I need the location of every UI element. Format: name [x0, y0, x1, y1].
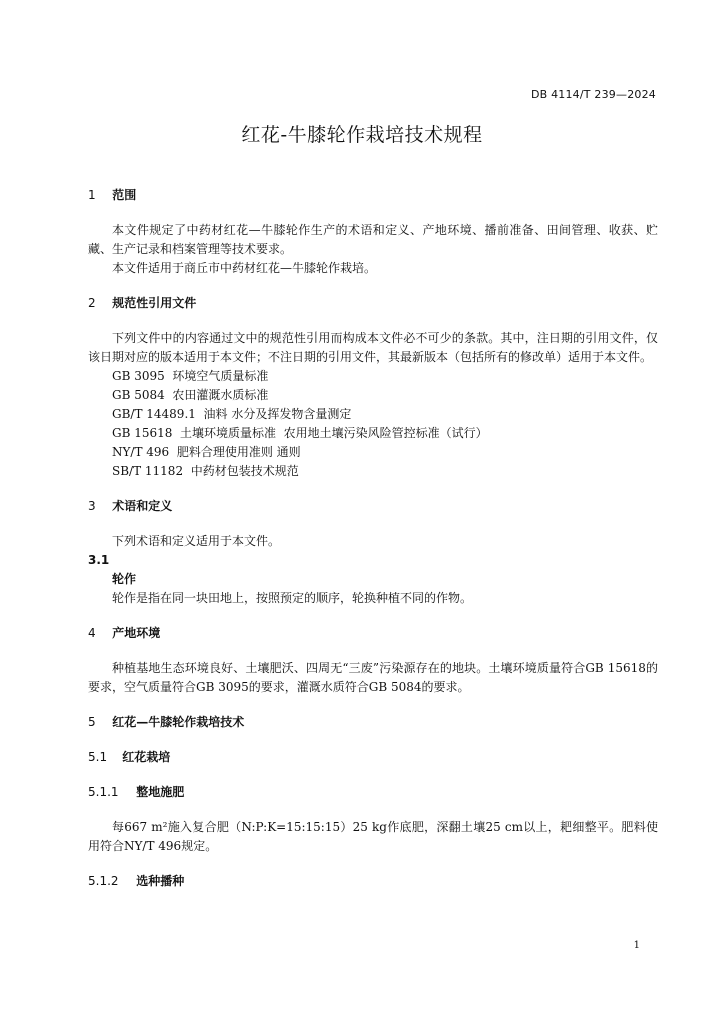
reference-item: GB/T 14489.1 油料 水分及挥发物含量测定 — [112, 407, 352, 421]
section-title: 规范性引用文件 — [112, 296, 197, 310]
section-heading-1 — [88, 186, 658, 205]
reference-item: GB 3095 环境空气质量标准 — [112, 369, 269, 383]
term-definition: 轮作是指在同一块田地上，按照预定的顺序，轮换种植不同的作物。 — [112, 591, 473, 605]
page-number: 1 — [633, 940, 640, 951]
paragraph: 本文件规定了中药材红花—牛膝轮作生产的术语和定义、产地环境、播前准备、田间管理、收获、贮藏、生产记录和档案管理等技术要求。 — [88, 223, 658, 256]
section-number: 5 — [88, 715, 96, 729]
section-number: 2 — [88, 296, 96, 310]
subsection-heading-5-1 — [88, 748, 658, 767]
section-title: 整地施肥 — [136, 785, 185, 799]
document-body — [88, 186, 658, 891]
section-title: 范围 — [112, 188, 137, 202]
section-number: 5.1 — [88, 750, 108, 764]
section-title: 红花栽培 — [122, 750, 171, 764]
standard-code: DB 4114/T 239—2024 — [530, 88, 656, 101]
section-title: 术语和定义 — [112, 499, 173, 513]
section-title: 产地环境 — [112, 626, 161, 640]
section-heading-3 — [88, 497, 658, 516]
term-name: 轮作 — [112, 572, 137, 586]
section-number: 1 — [88, 188, 96, 202]
term-number: 3.1 — [88, 553, 110, 567]
section-number: 3 — [88, 499, 96, 513]
paragraph: 下列术语和定义适用于本文件。 — [112, 534, 281, 548]
section-heading-5 — [88, 713, 658, 732]
section-heading-4 — [88, 624, 658, 643]
reference-item: NY/T 496 肥料合理使用准则 通则 — [112, 445, 301, 459]
section-title: 红花—牛膝轮作栽培技术 — [112, 715, 245, 729]
paragraph: 每667 m²施入复合肥（N:P:K=15:15:15）25 kg作底肥，深翻土壤25 cm以上，耙细整平。肥料使用符合NY/T 496规定。 — [88, 820, 658, 853]
subsection-heading-5-1-2 — [88, 872, 658, 891]
document-title: 红花-牛膝轮作栽培技术规程 — [241, 124, 483, 146]
reference-item: SB/T 11182 中药材包装技术规范 — [112, 464, 299, 478]
paragraph: 下列文件中的内容通过文中的规范性引用而构成本文件必不可少的条款。其中，注日期的引用文件，仅该日期对应的版本适用于本文件；不注日期的引用文件，其最新版本（包括所有的修改单）适用于本文件。 — [88, 331, 658, 364]
section-number: 4 — [88, 626, 96, 640]
paragraph: 本文件适用于商丘市中药材红花—牛膝轮作栽培。 — [112, 261, 377, 275]
paragraph: 种植基地生态环境良好、土壤肥沃、四周无“三废”污染源存在的地块。土壤环境质量符合GB 15618的要求，空气质量符合GB 3095的要求，灌溉水质符合GB 5084的要求。 — [88, 661, 658, 694]
reference-item: GB 5084 农田灌溉水质标准 — [112, 388, 269, 402]
reference-item: GB 15618 土壤环境质量标准 农用地土壤污染风险管控标准（试行） — [112, 426, 488, 440]
section-title: 选种播种 — [136, 874, 185, 888]
subsection-heading-5-1-1 — [88, 783, 658, 802]
section-number: 5.1.2 — [88, 874, 119, 888]
section-heading-2 — [88, 294, 658, 313]
section-number: 5.1.1 — [88, 785, 119, 799]
